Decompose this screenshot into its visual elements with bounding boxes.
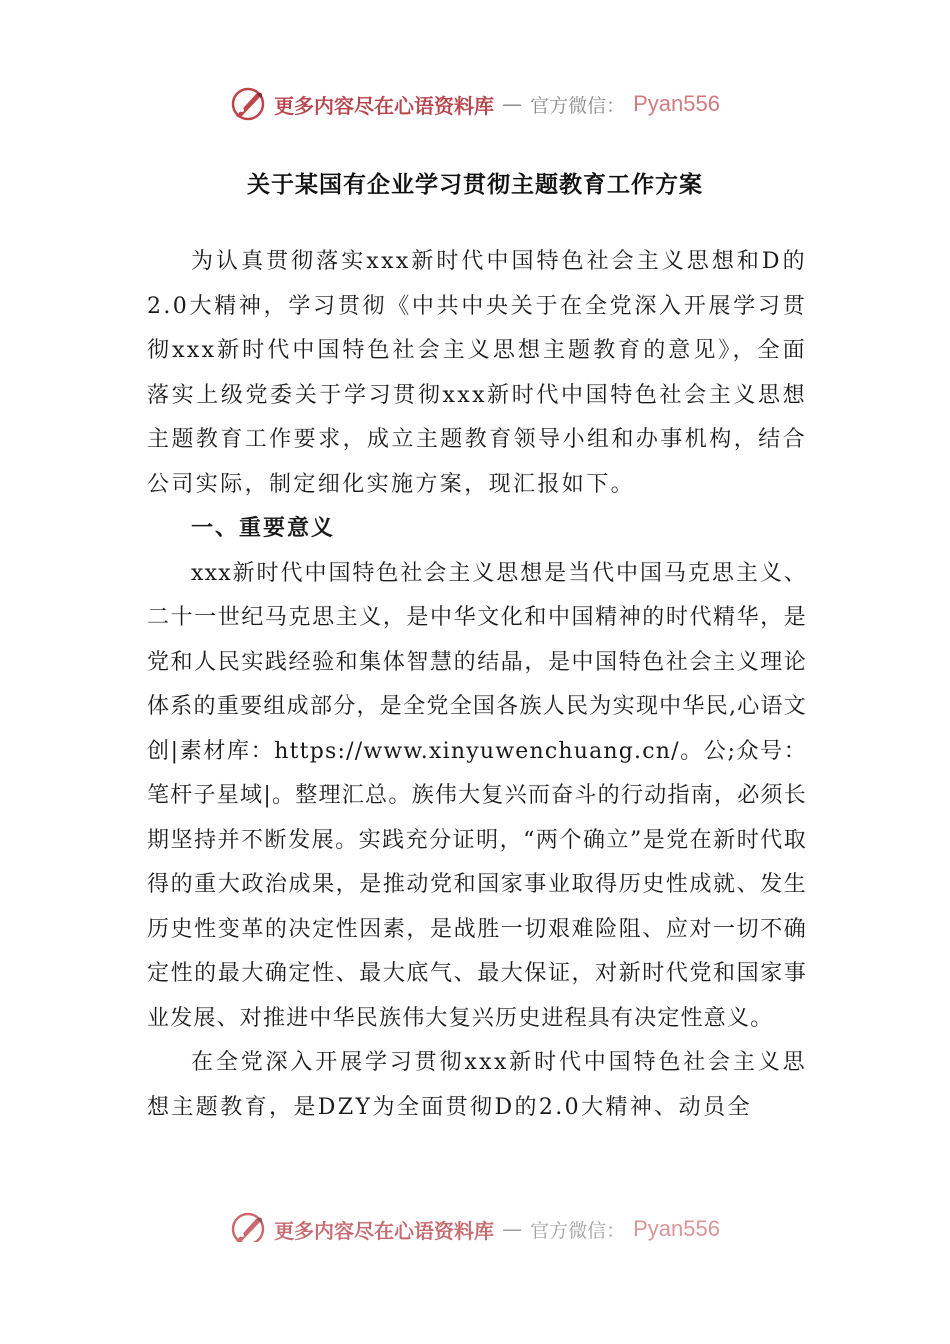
document-title: 关于某国有企业学习贯彻主题教育工作方案 [247, 172, 703, 198]
paragraph-continuation: 在全党深入开展学习贯彻xxx新时代中国特色社会主义思想主题教育，是DZY为全面贯彻D的2.0大精神、动员全 [147, 1050, 807, 1120]
header-banner [0, 82, 950, 126]
banner-subtitle: 官方微信： [530, 94, 626, 117]
footer-banner [0, 1204, 950, 1242]
banner-title: 更多内容尽在心语资料库 [274, 93, 495, 118]
paragraph-significance: xxx新时代中国特色社会主义思想是当代中国马克思主义、二十一世纪马克思主义，是中华文化和中国精神的时代精华，是党和人民实践经验和集体智慧的结晶，是中国特色社会主义理论体系的重要组成部分，是全党全国各族人民为实现中华民,心语文创|素材库：https://www.xinyuwenchuang.cn/。公;众号：笔杆子星域|。整理汇总。族伟大复兴而奋斗的行动指南，必须长期坚持并不断发展。实践充分证明，“两个确立”是党在新时代取得的重大政治成果，是推动党和国家事业取得历史性成就、发生历史性变革的决定性因素，是战胜一切艰难险阻、应对一切不确定性的最大确定性、最大底气、最大保证，对新时代党和国家事业发展、对推进中华民族伟大复兴历史进程具有决定性意义。 [147, 560, 807, 1031]
section-heading: 一、重要意义 [191, 516, 336, 541]
banner-wechat-id: Pyan556 [633, 91, 720, 116]
footer-banner-title: 更多内容尽在心语资料库 [274, 1218, 495, 1242]
banner-separator: — [502, 92, 523, 116]
footer-banner-separator: — [502, 1217, 523, 1241]
footer-banner-wechat-id: Pyan556 [633, 1216, 720, 1241]
quill-logo-icon [230, 86, 266, 122]
quill-logo-icon [230, 1211, 266, 1242]
intro-paragraph: 为认真贯彻落实xxx新时代中国特色社会主义思想和D的2.0大精神，学习贯彻《中共中央关于在全党深入开展学习贯彻xxx新时代中国特色社会主义思想主题教育的意见》，全面落实上级党委关于学习贯彻xxx新时代中国特色社会主义思想主题教育工作要求，成立主题教育领导小组和办事机构，结合公司实际，制定细化实施方案，现汇报如下。 [147, 249, 807, 497]
footer-banner-subtitle: 官方微信： [530, 1219, 626, 1242]
document-body [147, 240, 807, 1130]
